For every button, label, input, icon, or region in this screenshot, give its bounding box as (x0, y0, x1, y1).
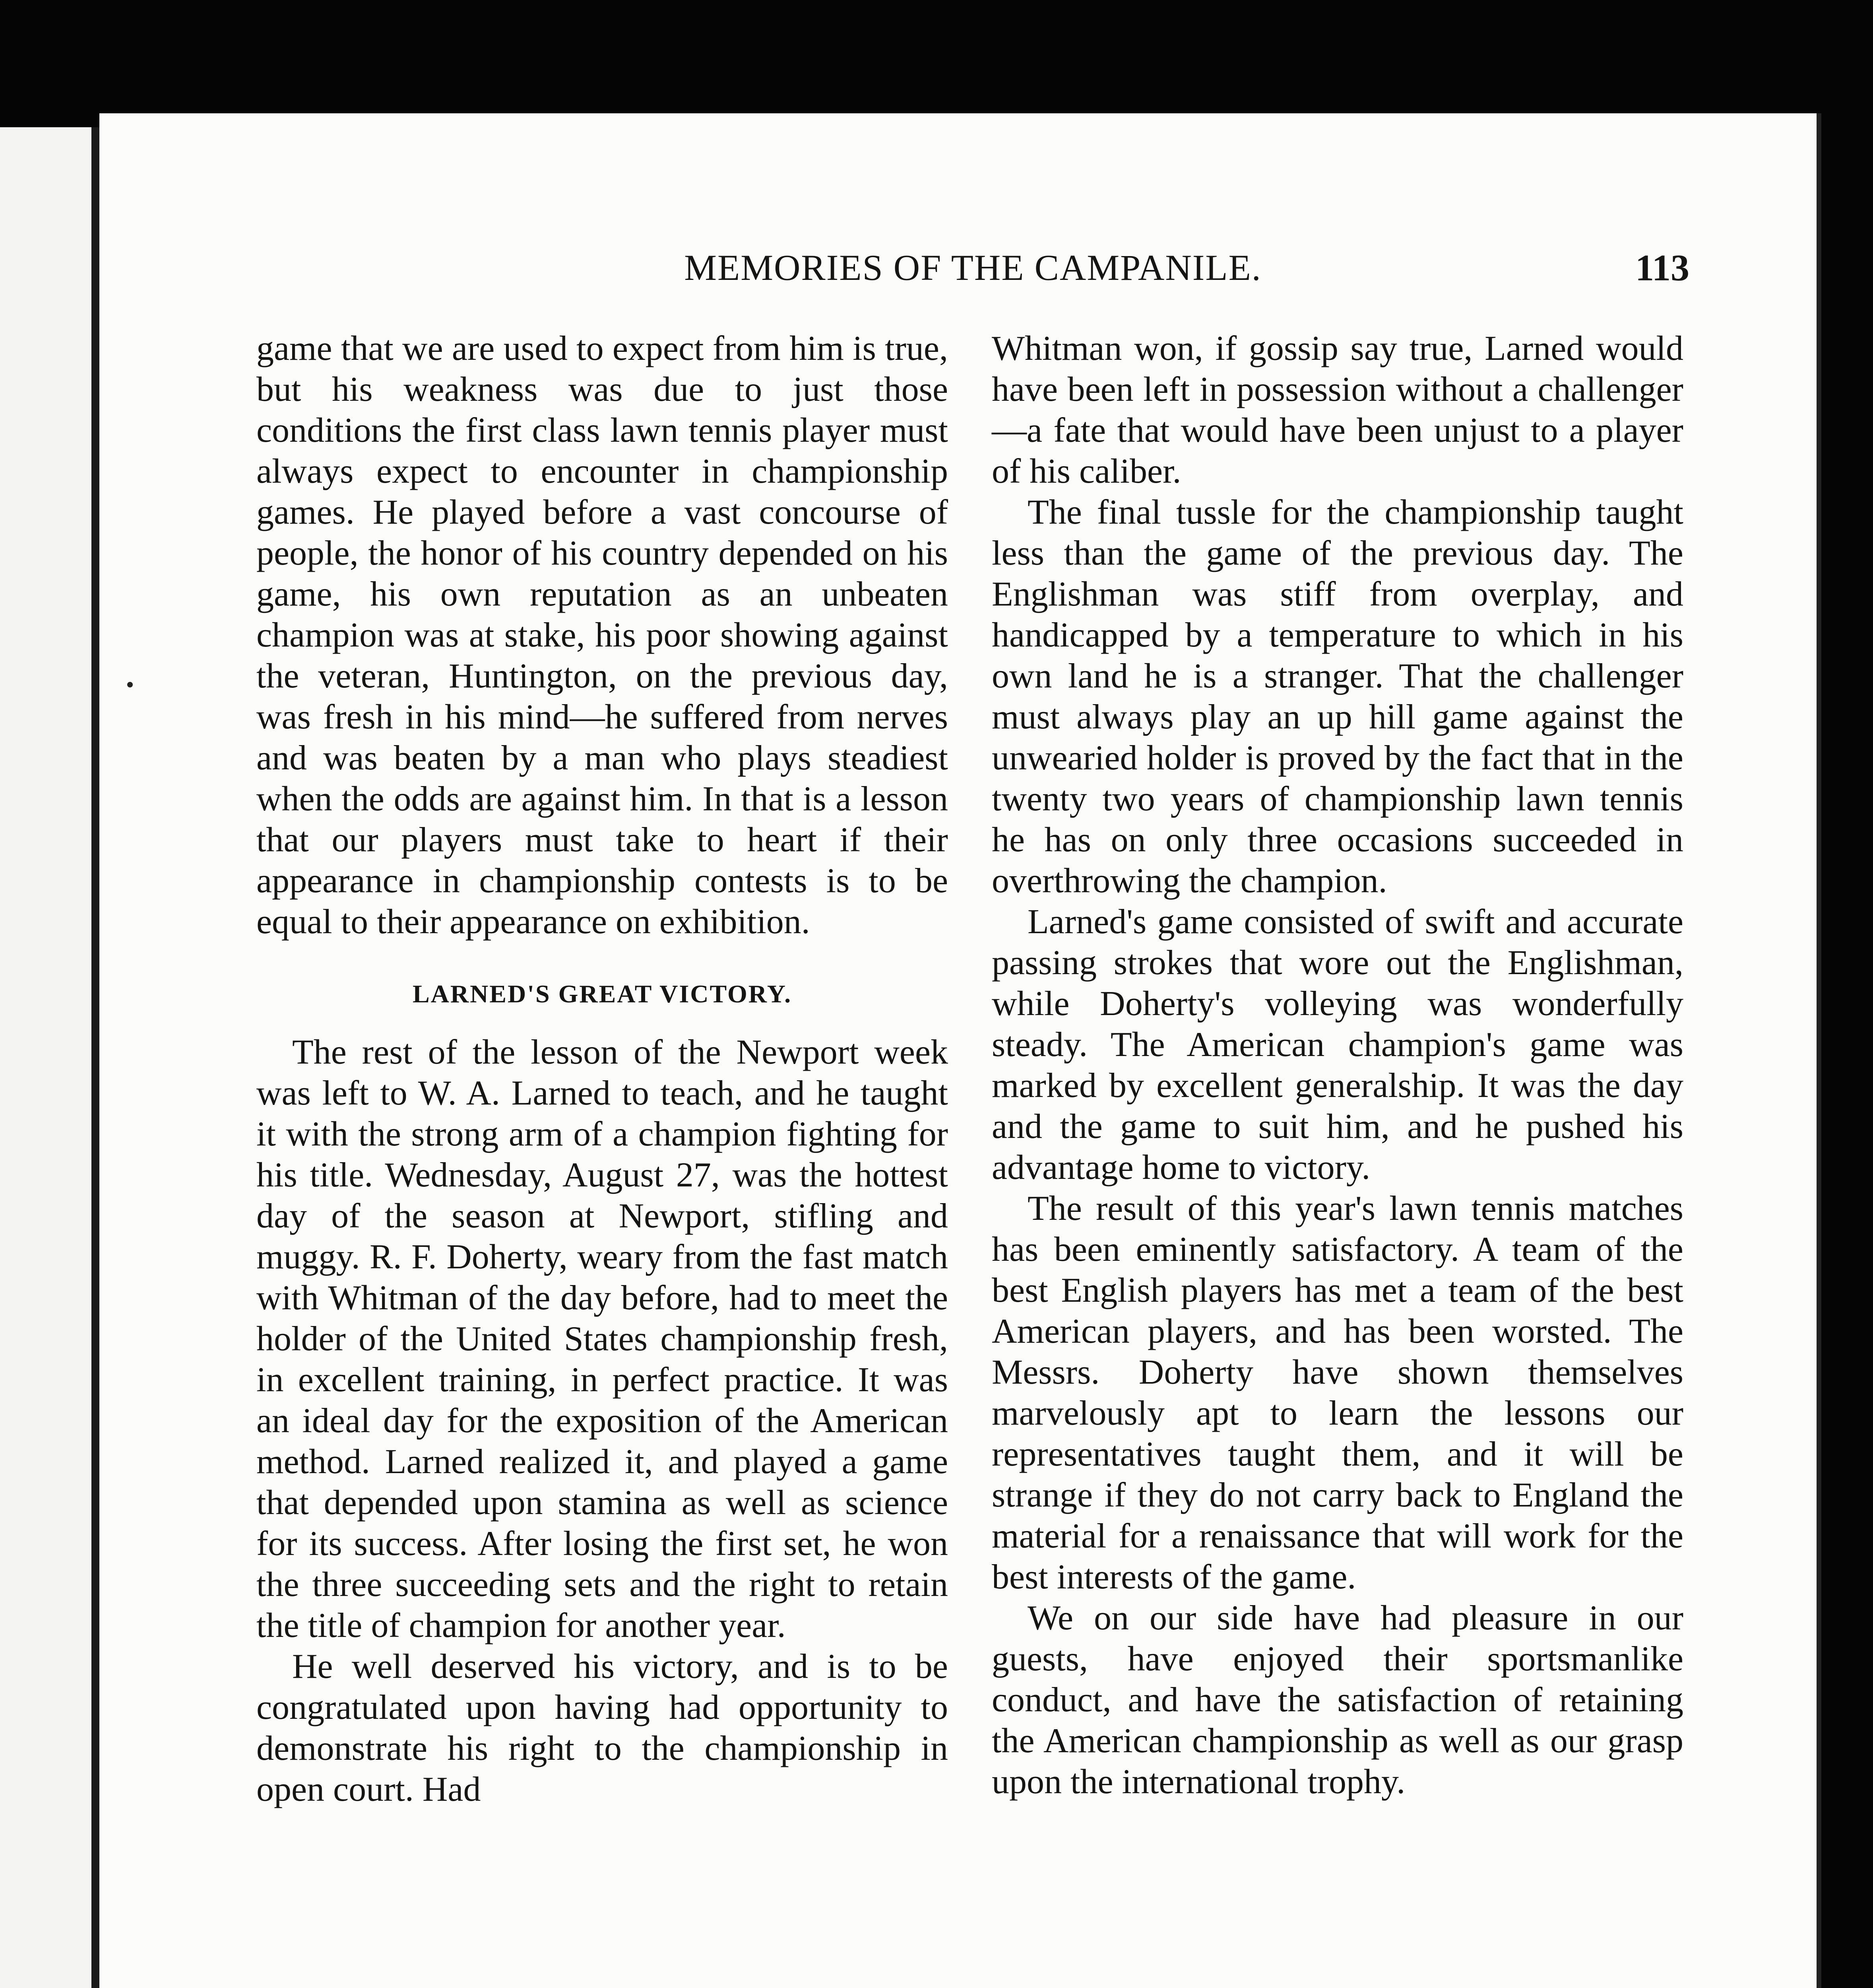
paragraph: The result of this year's lawn tennis matches has been eminently satisfactory. A team of the best English players has met a team of the best American players, and has been worsted. The Messrs. Doherty have shown themselves marvelously apt to learn the lessons our representatives taught them, and it will be strange if they do not carry back to England the material for a renaissance that will work for the best interests of the game. (992, 1189, 1683, 1596)
left-column (256, 328, 948, 1810)
paragraph: The rest of the lesson of the Newport week was left to W. A. Larned to teach, and he taught it with the strong arm of a champion fighting for his title. Wednesday, August 27, was the hottest day of the season at Newport, stifling and muggy. R. F. Doherty, weary from the fast match with Whitman of the day before, had to meet the holder of the United States championship fresh, in excellent training, in perfect practice. It was an ideal day for the exposition of the American method. Larned realized it, and played a game that depended upon stamina as well as science for its success. After losing the first set, he won the three succeeding sets and the right to retain the title of champion for another year. (256, 1033, 948, 1645)
paragraph: We on our side have had pleasure in our guests, have enjoyed their sportsmanlike conduct, and have the satisfaction of retaining the American championship as well as our grasp upon the international trophy. (992, 1599, 1683, 1801)
print-speck (127, 682, 133, 687)
paragraph: The final tussle for the championship taught less than the game of the previous day. The Englishman was stiff from overplay, and handicapped by a temperature to which in his own land he is a stranger. That the challenger must always play an up hill game against the unwearied holder is proved by the fact that in the twenty two years of championship lawn tennis he has on only three occasions succeeded in overthrowing the champion. (992, 493, 1683, 900)
previous-page-edge (0, 127, 102, 1988)
magazine-page (99, 113, 1817, 1988)
right-column (992, 328, 1683, 1802)
section-heading: LARNED'S GREAT VICTORY. (412, 980, 792, 1008)
page-header (256, 247, 1689, 290)
paragraph: game that we are used to expect from him is true, but his weakness was due to just those conditions the first class lawn tennis player must always expect to encounter in championship games. He played before a vast concourse of people, the honor of his country depended on his game, his own reputation as an unbeaten champion was at stake, his poor showing against the veteran, Huntington, on the previous day, was fresh in his mind—he suffered from nerves and was beaten by a man who plays steadiest when the odds are against him. In that is a lesson that our players must take to heart if their appearance in championship contests is to be equal to their appearance on exhibition. (256, 329, 948, 941)
running-title: MEMORIES OF THE CAMPANILE. (684, 247, 1262, 288)
paragraph: Whitman won, if gossip say true, Larned would have been left in possession without a challenger—a fate that would have been unjust to a player of his caliber. (992, 329, 1683, 491)
page-number: 113 (1635, 247, 1689, 289)
paragraph: He well deserved his victory, and is to be congratulated upon having had opportunity to demonstrate his right to the championship in open court. Had (256, 1647, 948, 1809)
paragraph: Larned's game consisted of swift and accurate passing strokes that wore out the Englishman, while Doherty's volleying was wonderfully steady. The American champion's game was marked by excellent generalship. It was the day and the game to suit him, and he pushed his advantage home to victory. (992, 903, 1683, 1187)
